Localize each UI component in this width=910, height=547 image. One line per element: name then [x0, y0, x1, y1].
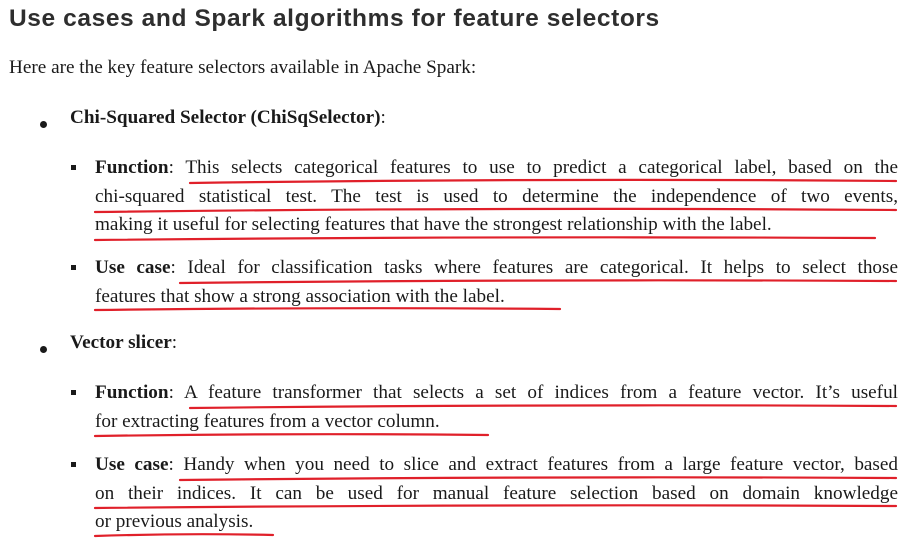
- square-bullet: [71, 390, 76, 395]
- paragraph-line: making it useful for selecting features that have the strongest relationship with the label.: [95, 214, 772, 235]
- usecase-label: Use case: [95, 454, 169, 475]
- paragraph-line: [95, 254, 898, 283]
- chisq-function-paragraph: [95, 154, 898, 240]
- usecase-label: Use case: [95, 257, 171, 278]
- bullet-dot: [40, 346, 47, 353]
- bullet-dot: [40, 121, 47, 128]
- selector-name: Vector slicer: [70, 332, 172, 353]
- paragraph-line: or previous analysis.: [95, 511, 254, 532]
- square-bullet: [71, 462, 76, 467]
- section-heading: Use cases and Spark algorithms for feature selectors: [9, 5, 660, 32]
- paragraph-line: [95, 154, 898, 183]
- square-bullet: [71, 165, 76, 170]
- selector-colon: :: [380, 107, 386, 128]
- selector-heading-vector-slicer: [70, 332, 177, 354]
- paragraph-line: [95, 379, 898, 408]
- chisq-usecase-paragraph: [95, 254, 898, 311]
- paragraph-line: for extracting features from a vector column.: [95, 410, 440, 432]
- usecase-text: : Ideal for classification tasks where features are categorical. It helps to select those: [170, 257, 898, 278]
- function-label: Function: [95, 382, 169, 403]
- vector-usecase-paragraph: [95, 451, 898, 537]
- paragraph-line: [95, 451, 898, 480]
- square-bullet: [71, 265, 76, 270]
- paragraph-line: features that show a strong association with the label.: [95, 285, 505, 307]
- paragraph-line: chi-squared statistical test. The test is used to determine the independence of two events,: [95, 185, 898, 207]
- selector-name: Chi-Squared Selector (ChiSqSelector): [70, 107, 381, 128]
- vector-function-paragraph: [95, 379, 898, 436]
- function-label: Function: [95, 157, 169, 178]
- selector-colon: :: [171, 332, 178, 353]
- intro-paragraph: Here are the key feature selectors available in Apache Spark:: [9, 57, 477, 78]
- function-text: : This selects categorical features to use to predict a categorical label, based on the: [168, 157, 898, 178]
- function-text: : A feature transformer that selects a set of indices from a feature vector. It’s useful: [168, 382, 898, 403]
- paragraph-line: on their indices. It can be used for manual feature selection based on domain knowledge: [95, 482, 898, 504]
- selector-heading-chisq: [70, 107, 386, 129]
- usecase-text: : Handy when you need to slice and extract features from a large feature vector, based: [168, 454, 898, 475]
